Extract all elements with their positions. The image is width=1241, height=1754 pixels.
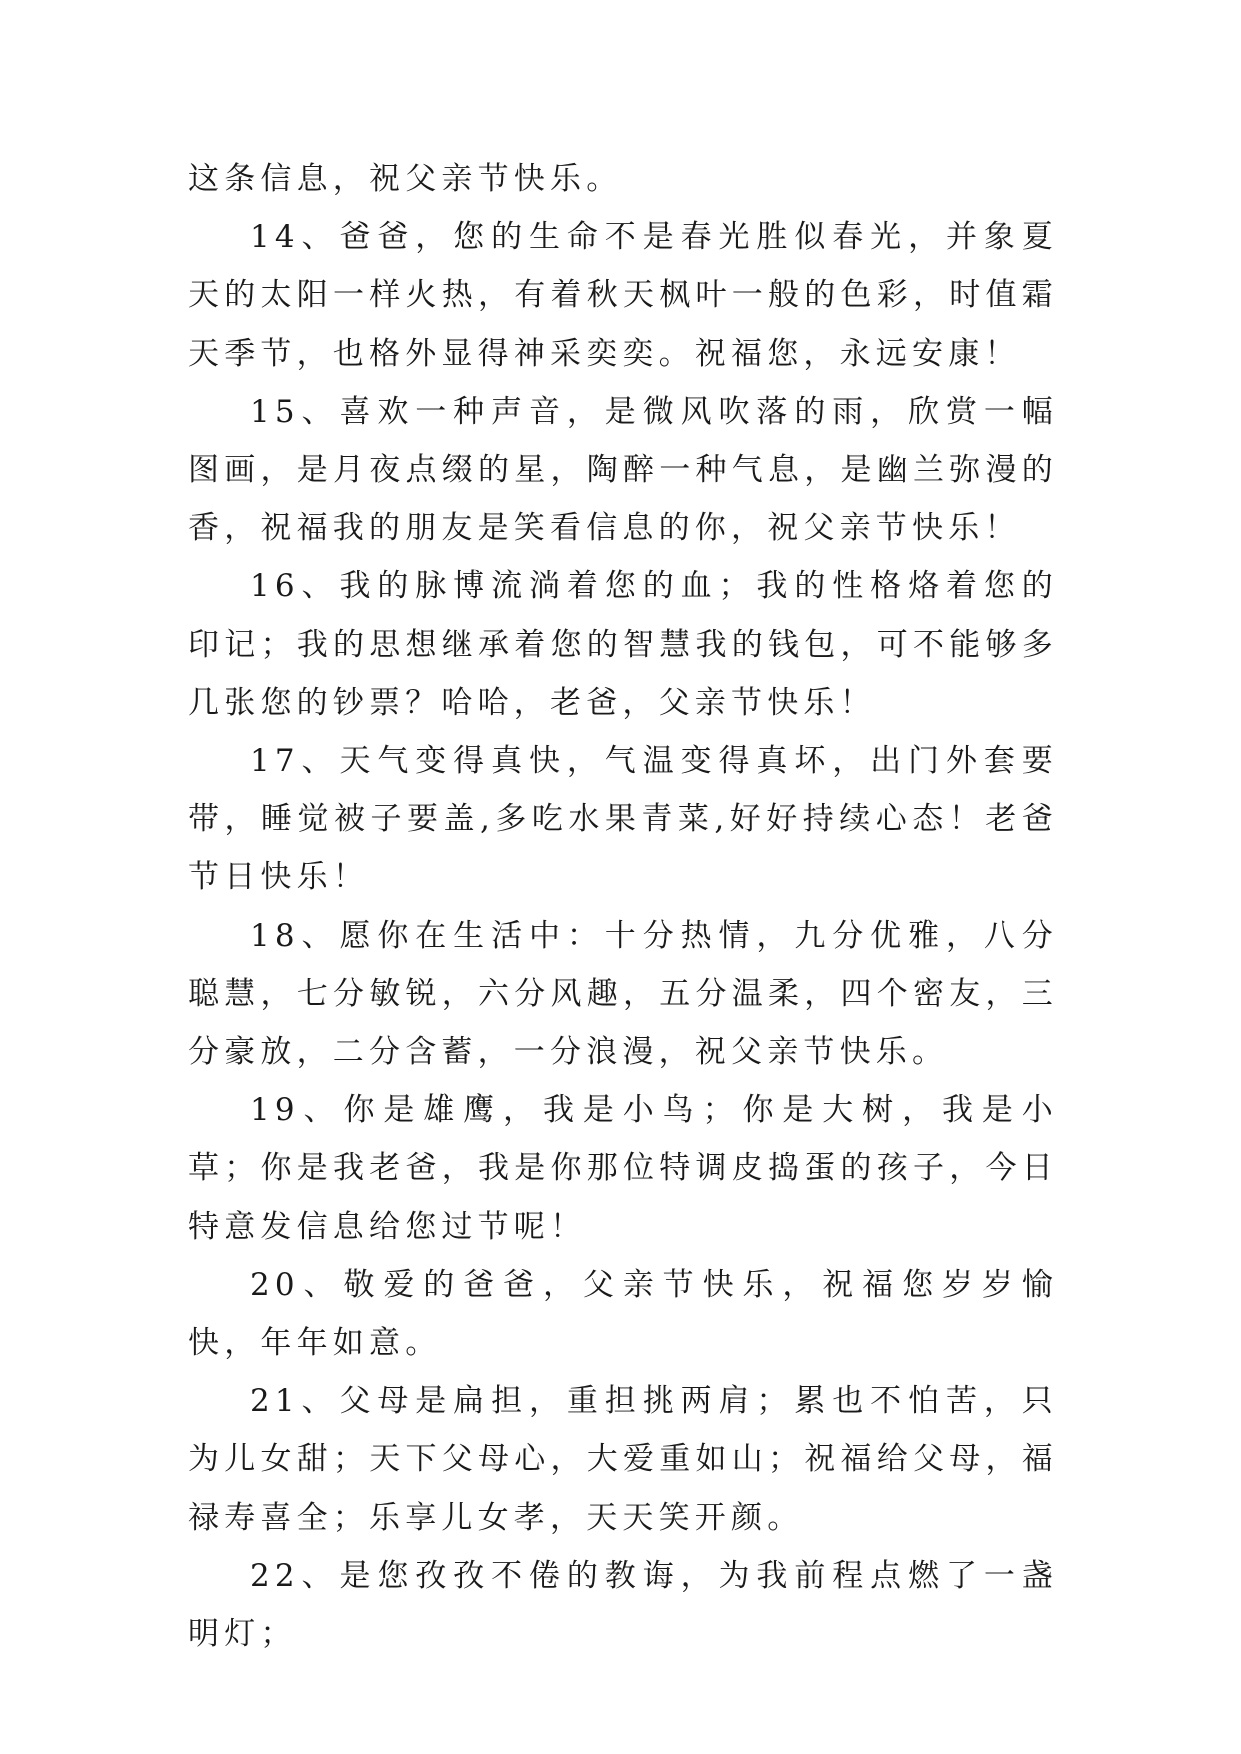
paragraph-14: 14、爸爸，您的生命不是春光胜似春光，并象夏天的太阳一样火热，有着秋天枫叶一般的色彩，时值霜天季节，也格外显得神采奕奕。祝福您，永远安康！ bbox=[188, 219, 1058, 372]
paragraph-continued: 这条信息，祝父亲节快乐。 bbox=[188, 161, 623, 197]
document-body bbox=[188, 150, 1058, 1663]
paragraph-22: 22、是您孜孜不倦的教诲，为我前程点燃了一盏明灯； bbox=[188, 1557, 1058, 1653]
paragraph-20: 20、敬爱的爸爸，父亲节快乐，祝福您岁岁愉快，年年如意。 bbox=[188, 1266, 1058, 1362]
paragraph-15: 15、喜欢一种声音，是微风吹落的雨，欣赏一幅图画，是月夜点缀的星，陶醉一种气息，是幽兰弥漫的香，祝福我的朋友是笑看信息的你，祝父亲节快乐！ bbox=[188, 393, 1058, 547]
paragraph-16: 16、我的脉博流淌着您的血；我的性格烙着您的印记；我的思想继承着您的智慧我的钱包，可不能够多几张您的钞票？哈哈，老爸，父亲节快乐！ bbox=[188, 568, 1058, 721]
paragraph-19: 19、你是雄鹰，我是小鸟；你是大树，我是小草；你是我老爸，我是你那位特调皮捣蛋的孩子，今日特意发信息给您过节呢！ bbox=[188, 1092, 1058, 1245]
paragraph-17: 17、天气变得真快，气温变得真坏，出门外套要带，睡觉被子要盖,多吃水果青菜,好好持续心态！老爸节日快乐！ bbox=[188, 743, 1058, 896]
paragraph-18: 18、愿你在生活中：十分热情，九分优雅，八分聪慧，七分敏锐，六分风趣，五分温柔，四个密友，三分豪放，二分含蓄，一分浪漫，祝父亲节快乐。 bbox=[188, 917, 1058, 1071]
paragraph-21: 21、父母是扁担，重担挑两肩；累也不怕苦，只为儿女甜；天下父母心，大爱重如山；祝福给父母，福禄寿喜全；乐享儿女孝，天天笑开颜。 bbox=[188, 1383, 1058, 1536]
